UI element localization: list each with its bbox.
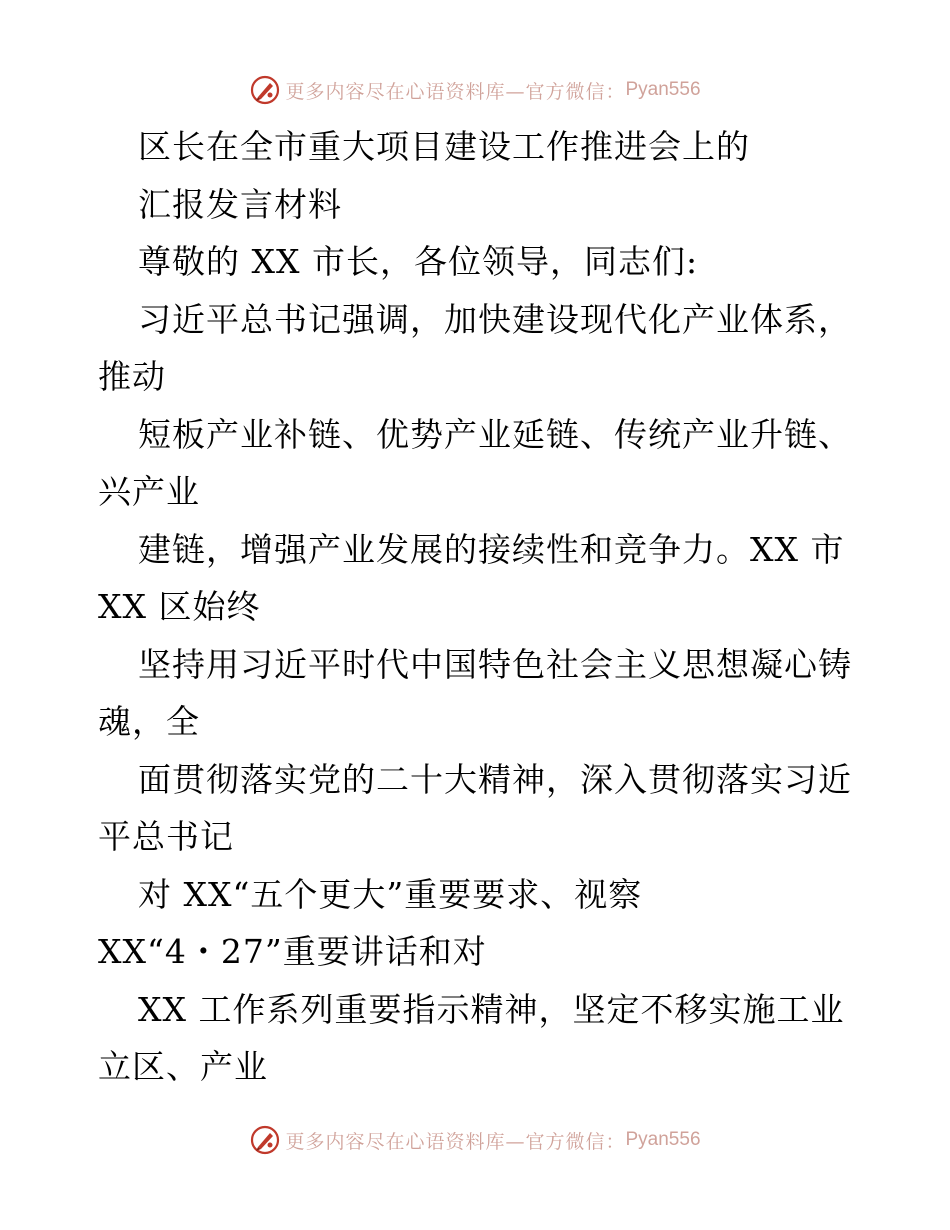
watermark-text: 更多内容尽在心语资料库—官方微信： [285, 80, 626, 103]
document-line: 尊敬的 XX 市长，各位领导，同志们: [138, 242, 699, 281]
document-line: 汇报发言材料 [138, 184, 342, 224]
watermark-text: 更多内容尽在心语资料库—官方微信： [285, 1130, 626, 1153]
document-line: 区长在全市重大项目建设工作推进会上的 [138, 127, 750, 166]
document-line: 习近平总书记强调，加快建设现代化产业体系， [138, 299, 852, 339]
watermark-wechat-id: Pyan556 [625, 79, 701, 100]
watermark-wechat-id: Pyan556 [625, 1129, 701, 1150]
document-line: XX 工作系列重要指示精神，坚定不移实施工业 [138, 989, 845, 1029]
document-line: 短板产业补链、优势产业延链、传统产业升链、 [138, 414, 852, 454]
pen-seal-icon [249, 74, 281, 106]
document-line: XX 区始终 [98, 587, 261, 626]
document-line: 推动 [98, 357, 166, 396]
document-line: 立区、产业 [98, 1047, 268, 1086]
document-line: 面贯彻落实党的二十大精神，深入贯彻落实习近 [138, 759, 852, 799]
document-line: 兴产业 [98, 472, 200, 511]
pen-seal-icon [249, 1124, 281, 1156]
footer-watermark [0, 1120, 950, 1160]
document-body [98, 118, 868, 1096]
document-line: XX“4・27”重要讲话和对 [98, 932, 487, 971]
document-line: 坚持用习近平时代中国特色社会主义思想凝心铸 [138, 644, 852, 684]
document-line: 建链，增强产业发展的接续性和竞争力。XX 市 [138, 529, 845, 569]
document-line: 对 XX“五个更大”重要要求、视察 [138, 874, 643, 914]
document-line: 平总书记 [98, 817, 234, 856]
document-line: 魂，全 [98, 702, 200, 741]
header-watermark [0, 70, 950, 110]
